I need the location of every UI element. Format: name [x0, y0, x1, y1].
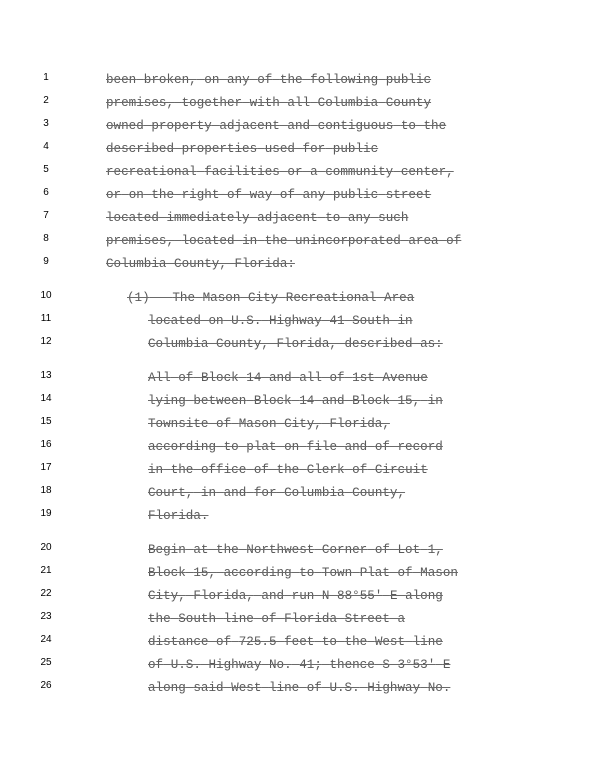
line-number: 21 [40, 565, 52, 576]
struck-text: in the office of the Clerk of Circuit [148, 463, 428, 477]
text-line [0, 632, 600, 655]
struck-text: Block 15, according to Town Plat of Mason [148, 566, 458, 580]
text-line [0, 208, 600, 231]
text-line [0, 368, 600, 391]
line-number: 24 [40, 634, 52, 645]
text-line [0, 254, 600, 277]
struck-text: described properties used for public [106, 142, 379, 156]
text-line [0, 483, 600, 506]
struck-text: been broken, on any of the following public [106, 73, 432, 87]
line-number: 11 [40, 313, 52, 324]
line-number: 13 [40, 370, 52, 381]
line-number: 18 [40, 485, 52, 496]
line-number: 2 [43, 95, 49, 106]
line-number: 16 [40, 439, 52, 450]
line-number: 19 [40, 508, 52, 519]
struck-text: owned property adjacent and contiguous to the [106, 119, 447, 133]
struck-text: (1) The Mason City Recreational Area [127, 291, 415, 305]
line-number: 4 [43, 141, 49, 152]
struck-text: the South line of Florida Street a [148, 612, 406, 626]
line-number: 12 [40, 336, 52, 347]
text-line [0, 70, 600, 93]
struck-text: Florida. [148, 509, 209, 523]
text-line [0, 311, 600, 334]
text-line [0, 414, 600, 437]
struck-text: located immediately adjacent to any such [106, 211, 409, 225]
struck-text: Townsite of Mason City, Florida, [148, 417, 390, 431]
text-line [0, 116, 600, 139]
line-number: 8 [43, 233, 49, 244]
text-line [0, 334, 600, 357]
text-line [0, 655, 600, 678]
line-number: 22 [40, 588, 52, 599]
struck-text: recreational facilities or a community center, [106, 165, 454, 179]
line-number: 7 [43, 210, 49, 221]
text-line [0, 586, 600, 609]
text-line [0, 288, 600, 311]
struck-text: City, Florida, and run N 88°55′ E along [148, 589, 443, 603]
text-line [0, 231, 600, 254]
struck-text: Columbia County, Florida: [106, 257, 295, 271]
text-line [0, 563, 600, 586]
struck-text: or on the right-of-way of any public street [106, 188, 432, 202]
line-number: 26 [40, 680, 52, 691]
struck-text: along said West line of U.S. Highway No. [148, 681, 451, 695]
line-number: 15 [40, 416, 52, 427]
struck-text: All of Block 14 and all of 1st Avenue [148, 371, 428, 385]
text-line [0, 506, 600, 529]
struck-text: lying between Block 14 and Block 15, in [148, 394, 443, 408]
line-number: 5 [43, 164, 49, 175]
text-line [0, 391, 600, 414]
text-line [0, 540, 600, 563]
struck-text: premises, located in the unincorporated area of [106, 234, 462, 248]
line-number: 20 [40, 542, 52, 553]
text-line [0, 139, 600, 162]
text-line [0, 185, 600, 208]
struck-text: located on U.S. Highway 41 South in [148, 314, 413, 328]
line-number: 3 [43, 118, 49, 129]
text-line [0, 609, 600, 632]
struck-text: premises, together with all Columbia County [106, 96, 432, 110]
struck-text: Columbia County, Florida, described as: [148, 337, 443, 351]
line-number: 10 [40, 290, 52, 301]
struck-text: Court, in and for Columbia County, [148, 486, 406, 500]
line-number: 1 [43, 72, 49, 83]
struck-text: Begin at the Northwest Corner of Lot 1, [148, 543, 443, 557]
line-number: 25 [40, 657, 52, 668]
text-line [0, 460, 600, 483]
struck-text: according to plat on file and of record [148, 440, 443, 454]
line-number: 17 [40, 462, 52, 473]
line-number: 6 [43, 187, 49, 198]
text-line [0, 678, 600, 701]
text-line [0, 437, 600, 460]
struck-text: of U.S. Highway No. 41; thence S 3°53′ E [148, 658, 451, 672]
text-line [0, 162, 600, 185]
line-number: 9 [43, 256, 49, 267]
line-number: 14 [40, 393, 52, 404]
text-line [0, 93, 600, 116]
line-number: 23 [40, 611, 52, 622]
struck-text: distance of 725.5 feet to the West line [148, 635, 443, 649]
